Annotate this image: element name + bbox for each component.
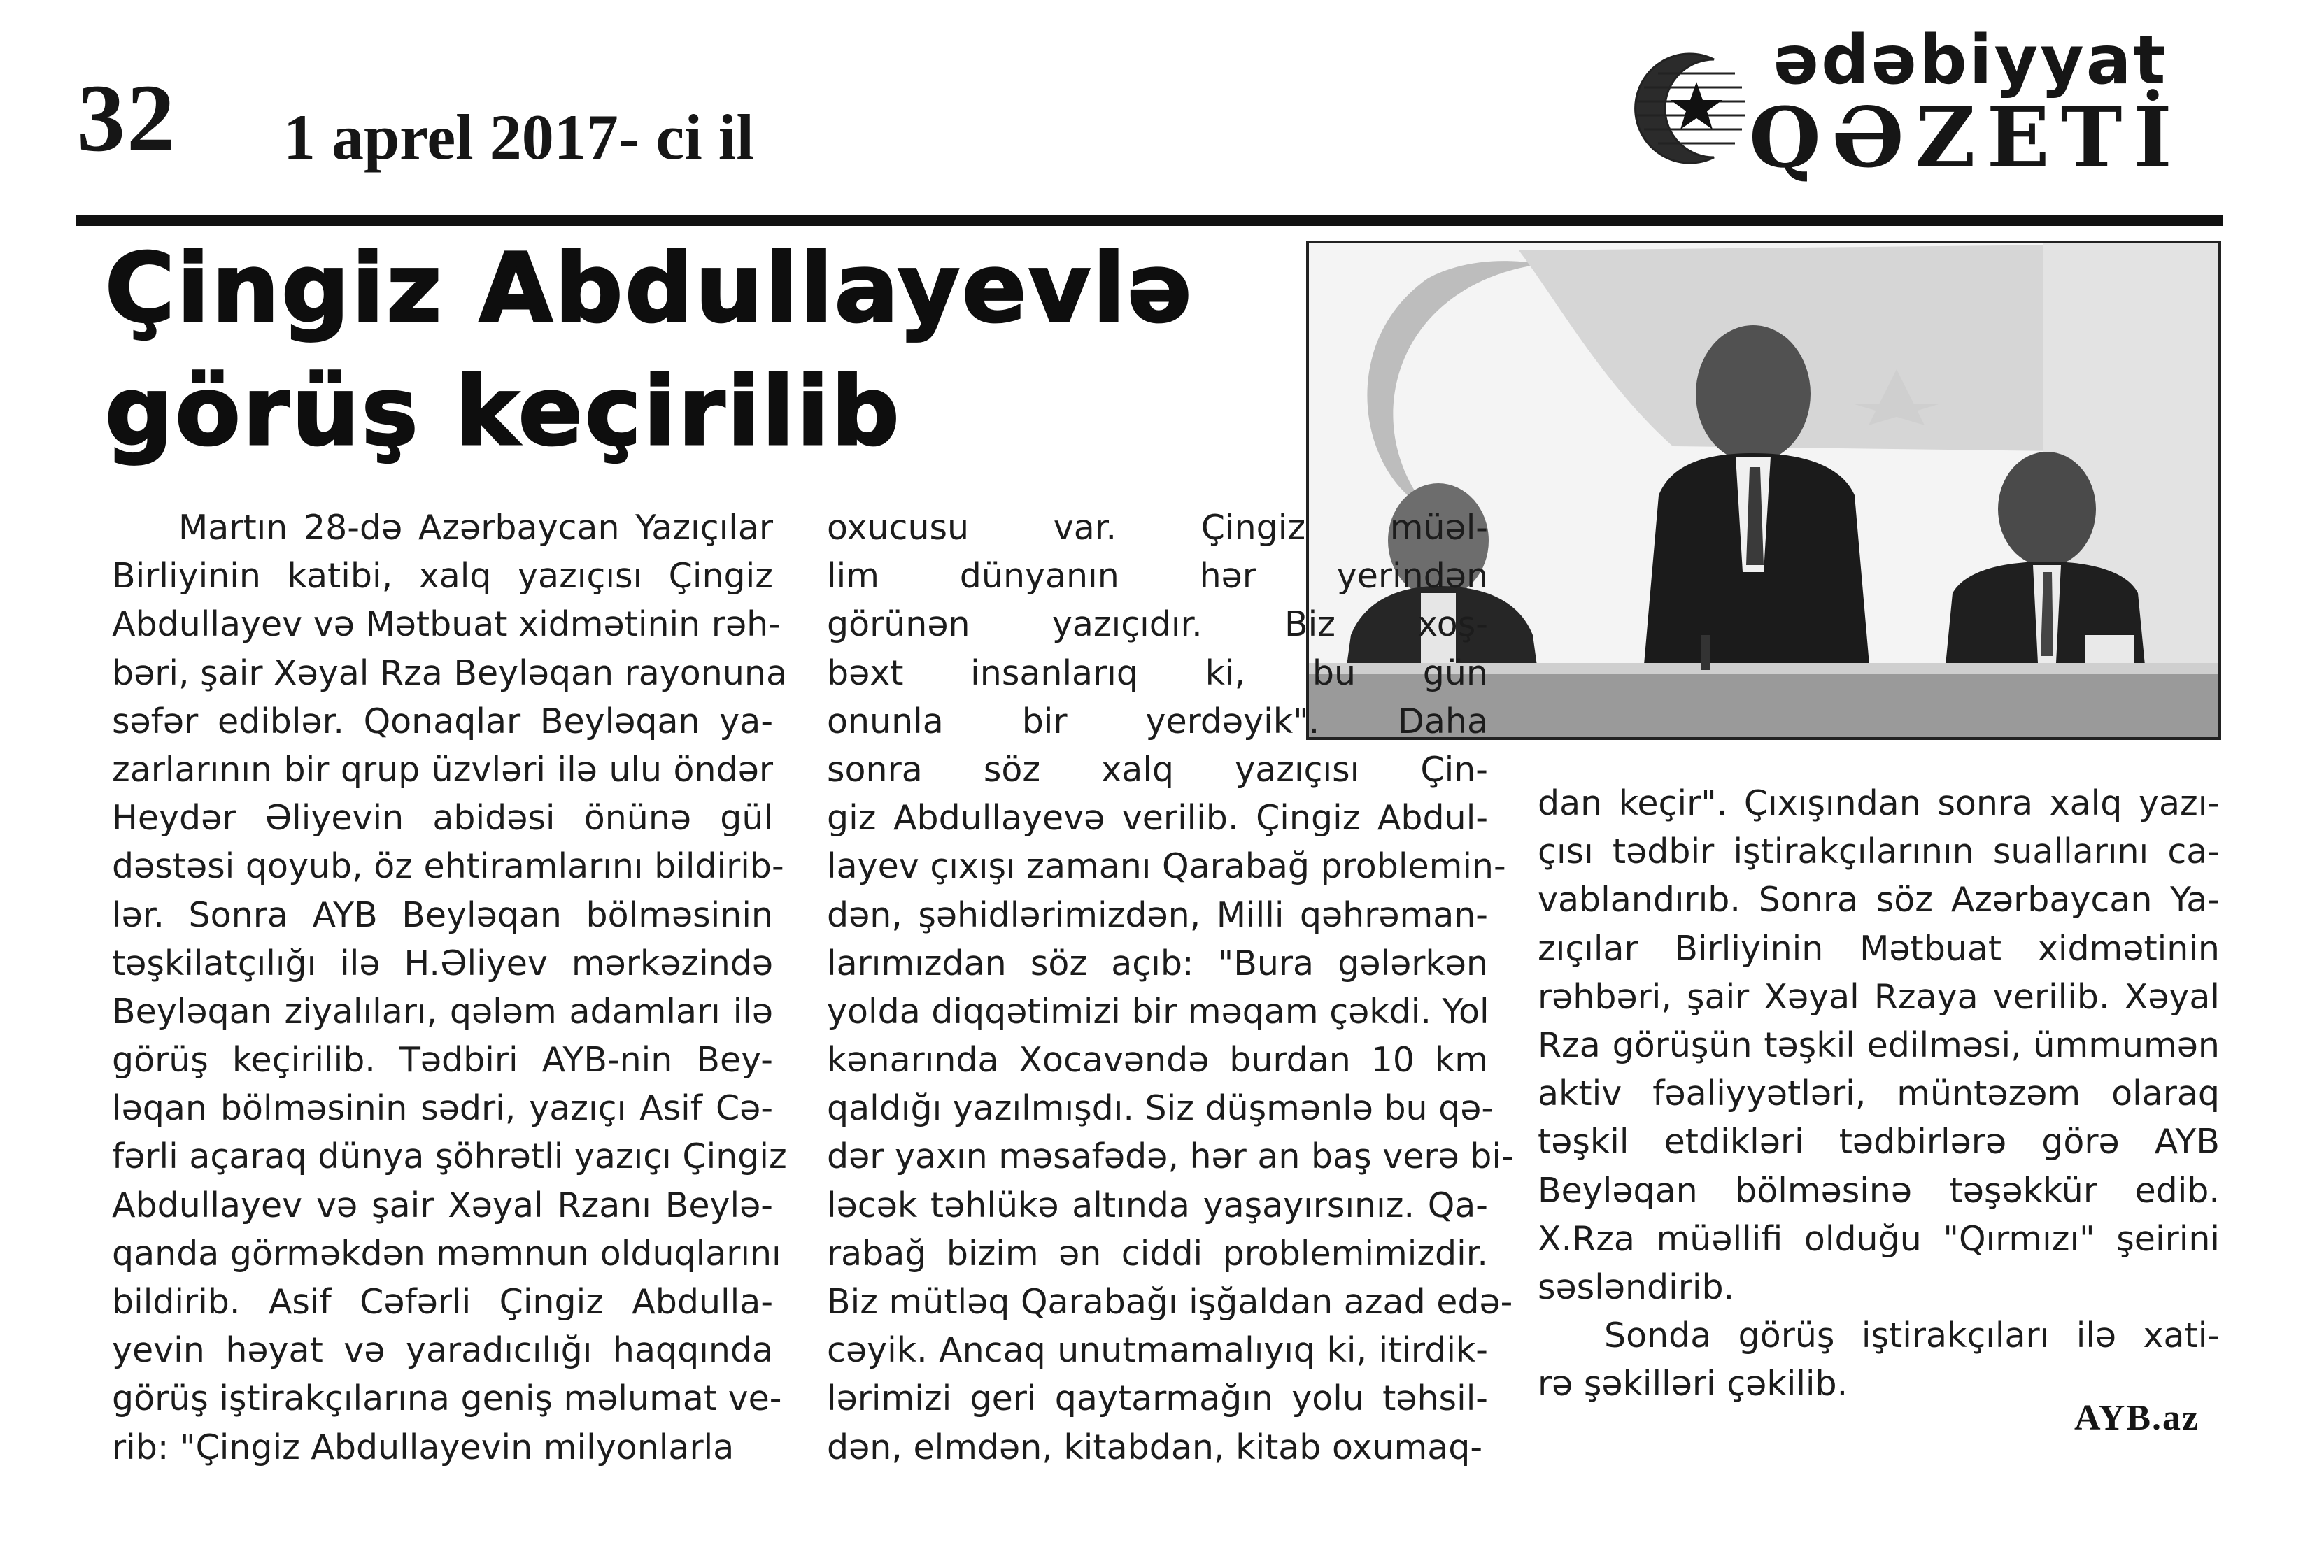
article-text-line: təşkilatçılığı ilə H.Əliyev mərkəzində [112, 943, 773, 983]
article-text-line: bəxt insanlarıq ki, bu gün [827, 653, 1488, 693]
article-text-line: lərimizi geri qaytarmağın yolu təhsil- [827, 1378, 1488, 1419]
page-number: 32 [77, 64, 176, 171]
article-text-line: Biz mütləq Qarabağı işğaldan azad edə- [827, 1282, 1513, 1322]
article-text-line: qanda görməkdən məmnun olduqlarını [112, 1233, 781, 1274]
article-text-line: Birliyinin katibi, xalq yazıçısı Çingiz [112, 556, 773, 597]
article-text-line: sonra söz xalq yazıçısı Çin- [827, 749, 1488, 790]
article-text-line: zarlarının bir qrup üzvləri ilə ulu öndər [112, 749, 773, 790]
article-text-line: fərli açaraq dünya şöhrətli yazıçı Çingiz [112, 1136, 787, 1177]
article-text-line: Sonda görüş iştirakçıları ilə xati- [1604, 1316, 2220, 1356]
article-text-line: görüş keçirilib. Tədbiri AYB-nin Bey- [112, 1040, 773, 1081]
article-text-line: lim dünyanın hər yerindən [827, 556, 1488, 597]
article-text-line: yevin həyat və yaradıcılığı haqqında [112, 1330, 773, 1371]
article-text-line: onunla bir yerdəyik". Daha [827, 701, 1488, 741]
article-text-line: təşkil etdikləri tədbirlərə görə AYB [1538, 1122, 2220, 1162]
article-text-line: qaldığı yazılmışdı. Siz düşmənlə bu qə- [827, 1088, 1494, 1129]
article-text-line: görüş iştirakçılarına geniş məlumat ve- [112, 1378, 782, 1419]
article-text-line: bildirib. Asif Cəfərli Çingiz Abdulla- [112, 1282, 773, 1322]
article-text-line: Beyləqan ziyalıları, qələm adamları ilə [112, 991, 773, 1032]
article-text-line: rib: "Çingiz Abdullayevin milyonlarla [112, 1427, 735, 1467]
article-text-line: Abdullayev və Mətbuat xidmətinin rəh- [112, 604, 781, 645]
article-text-line: Abdullayev və şair Xəyal Rzanı Beylə- [112, 1185, 773, 1225]
article-text-line: vablandırıb. Sonra söz Azərbaycan Ya- [1538, 880, 2220, 920]
article-text-line: aktiv fəaliyyətləri, müntəzəm olaraq [1538, 1074, 2220, 1114]
article-text-line: rabağ bizim ən ciddi problemimizdir. [827, 1233, 1488, 1274]
article-text-line: ləcək təhlükə altında yaşayırsınız. Qa- [827, 1185, 1488, 1225]
article-credit: AYB.az [2074, 1398, 2200, 1438]
article-text-line: kənarında Xocavəndə burdan 10 km [827, 1040, 1488, 1081]
article-text-line: Heydər Əliyevin abidəsi önünə gül [112, 798, 773, 839]
article-text-line: dən, şəhidlərimizdən, Milli qəhrəman- [827, 895, 1488, 935]
article-text-line: görünən yazıçıdır. Biz xoş- [827, 604, 1488, 645]
article-text-line: rəhbəri, şair Xəyal Rzaya verilib. Xəyal [1538, 976, 2220, 1017]
article-text-line: yolda diqqətimizi bir məqam çəkdi. Yol [827, 991, 1489, 1032]
article-text-line: dər yaxın məsafədə, hər an baş verə bi- [827, 1136, 1514, 1177]
article-text-line: lər. Sonra AYB Beyləqan bölməsinin [112, 895, 773, 935]
article-text-line: Martın 28-də Azərbaycan Yazıçılar [178, 508, 773, 548]
star-crescent-emblem-icon [1616, 45, 1756, 168]
article-headline [105, 227, 1294, 473]
article-text-line: səsləndirib. [1538, 1267, 1735, 1307]
article-text-line: dən, elmdən, kitabdan, kitab oxumaq- [827, 1427, 1483, 1467]
header-rule [76, 215, 2223, 226]
article-text-line: larımızdan söz açıb: "Bura gələrkən [827, 943, 1488, 983]
headline-line: görüş keçirilib [105, 357, 902, 467]
article-text-line: layev çıxışı zamanı Qarabağ problemin- [827, 846, 1506, 887]
article-text-line: Beyləqan bölməsinə təşəkkür edib. [1538, 1170, 2220, 1211]
article-text-line: rə şəkilləri çəkilib. [1538, 1364, 1848, 1404]
article-column-1 [112, 504, 787, 1471]
article-text-line: dan keçir". Çıxışından sonra xalq yazı- [1538, 783, 2220, 823]
article-text-line: ləqan bölməsinin sədri, yazıçı Asif Cə- [112, 1088, 773, 1129]
newspaper-masthead [1609, 14, 2183, 186]
masthead-title-bottom: QƏZETİ [1749, 89, 2183, 186]
article-text-line: çısı tədbir iştirakçılarının suallarını ca- [1538, 832, 2220, 872]
article-column-2 [827, 504, 1514, 1471]
article-text-line: bəri, şair Xəyal Rza Beyləqan rayonuna [112, 653, 787, 693]
issue-date: 1 aprel 2017- ci il [283, 101, 754, 173]
article-text-line: dəstəsi qoyub, öz ehtiramlarını bildirib- [112, 846, 784, 887]
article-text-line: cəyik. Ancaq unutmamalıyıq ki, itirdik- [827, 1330, 1488, 1371]
article-text-line: oxucusu var. Çingiz müəl- [827, 508, 1488, 548]
article-text-line: Rza görüşün təşkil edilməsi, ümmumən [1538, 1025, 2220, 1065]
masthead-title-top: ədəbiyyat [1773, 21, 2168, 99]
article-column-3 [1538, 779, 2220, 1408]
article-text-line: X.Rza müəllifi olduğu "Qırmızı" şeirini [1538, 1218, 2220, 1259]
article-text-line: zıçılar Birliyinin Mətbuat xidmətinin [1538, 928, 2220, 969]
article-text-line: giz Abdullayevə verilib. Çingiz Abdul- [827, 798, 1488, 839]
headline-line: Çingiz Abdullayevlə [105, 234, 1194, 344]
article-text-line: səfər ediblər. Qonaqlar Beyləqan ya- [112, 701, 773, 741]
